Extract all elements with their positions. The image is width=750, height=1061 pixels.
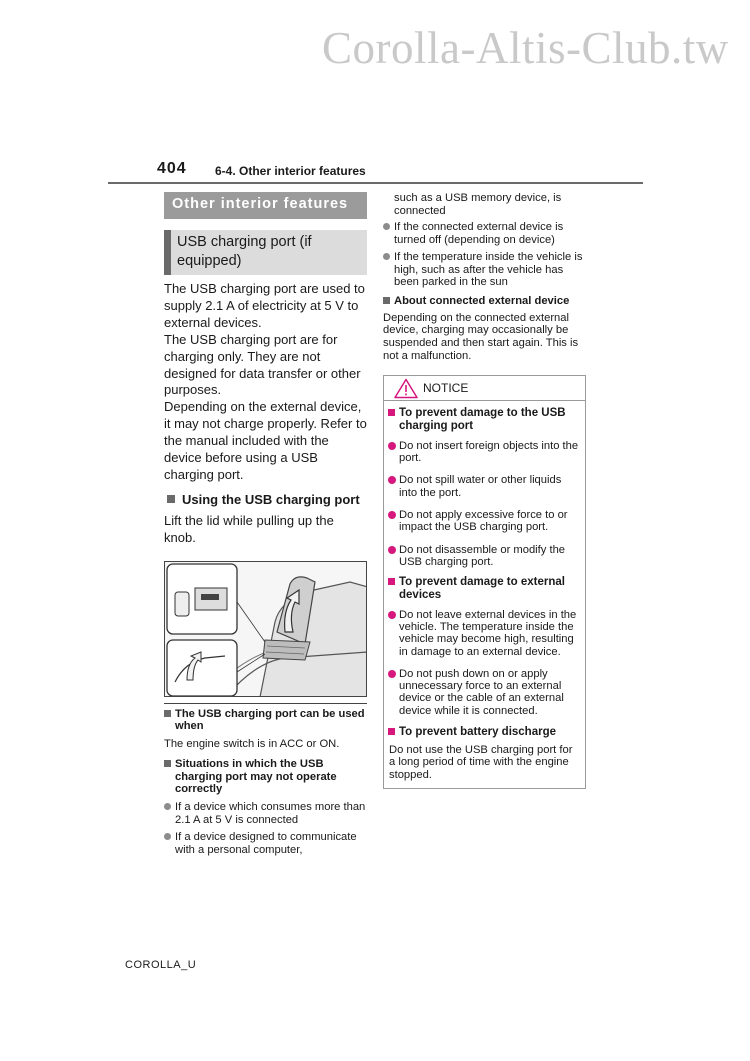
about-heading-label: About connected external device <box>394 294 570 307</box>
situation-bullet: If a device which consumes more than 2.1 A at 5 V is connected <box>164 801 367 826</box>
circle-bullet-icon <box>164 833 171 840</box>
square-bullet-icon <box>388 578 395 585</box>
square-bullet-icon <box>164 760 171 767</box>
circle-bullet-icon <box>388 442 396 450</box>
notice-box <box>383 375 586 788</box>
using-heading <box>164 491 367 508</box>
square-bullet-icon <box>388 409 395 416</box>
square-bullet-icon <box>383 297 390 304</box>
situations-heading-label: Situations in which the USB charging port may not operate correctly <box>175 757 337 796</box>
about-heading <box>383 295 586 308</box>
notice-item: Do not insert foreign objects into the port. <box>388 440 581 465</box>
footer-code: COROLLA_U <box>125 959 197 971</box>
circle-bullet-icon <box>388 611 396 619</box>
header-rule <box>108 182 643 184</box>
section-title: 6-4. Other interior features <box>215 164 366 178</box>
situation-bullet: If the connected external device is turned off (depending on device) <box>383 221 586 246</box>
continued-text: such as a USB memory device, is connected <box>394 192 562 217</box>
circle-bullet-icon <box>388 670 396 678</box>
warning-triangle-icon <box>394 378 418 399</box>
watermark: Corolla-Altis-Club.tw <box>322 23 729 73</box>
figure-rule <box>164 703 367 704</box>
notice-content <box>384 407 585 781</box>
circle-bullet-icon <box>383 223 390 230</box>
situations-heading <box>164 758 367 796</box>
notice-heading: To prevent battery discharge <box>388 726 581 739</box>
using-text: Lift the lid while pulling up the knob. <box>164 512 334 545</box>
square-bullet-icon <box>388 728 395 735</box>
chapter-tab: Other interior features <box>164 192 367 219</box>
circle-bullet-icon <box>383 253 390 260</box>
intro-text: The USB charging port are used to supply 2.1 A of electricity at 5 V to external devices. The USB charging port are for charging only. They are not designed for data transfer or other purposes. Depending on the external device, it may not charge properly. Refer to the manual included with the device before using a USB charging port. <box>164 281 367 482</box>
situation-bullet: If a device designed to communicate with a personal computer, <box>164 831 367 856</box>
left-column <box>164 192 367 857</box>
when-text: The engine switch is in ACC or ON. <box>164 738 340 751</box>
about-text: Depending on the connected external device, charging may occasionally be suspended and then start again. This is not a malfunction. <box>383 311 579 362</box>
circle-bullet-icon <box>388 546 396 554</box>
notice-item: Do not spill water or other liquids into the port. <box>388 474 581 499</box>
page-number: 404 <box>157 160 187 177</box>
notice-item: Do not disassemble or modify the USB charging port. <box>388 544 581 569</box>
situation-bullet: If the temperature inside the vehicle is high, such as after the vehicle has been parked in the sun <box>383 251 586 289</box>
notice-text: Do not use the USB charging port for a long period of time with the engine stopped. <box>389 743 573 782</box>
notice-header <box>384 376 585 401</box>
usb-port-illustration <box>164 561 367 697</box>
notice-heading: To prevent damage to external devices <box>388 576 581 601</box>
circle-bullet-icon <box>388 476 396 484</box>
notice-item: Do not push down on or apply unnecessary force to an external device or the cable of an external device while it is connected. <box>388 668 581 717</box>
usb-port-illustration-icon <box>165 562 367 697</box>
circle-bullet-icon <box>388 511 396 519</box>
subheading: USB charging port (if equipped) <box>164 230 367 275</box>
notice-item: Do not apply excessive force to or impact the USB charging port. <box>388 509 581 534</box>
notice-heading: To prevent damage to the USB charging port <box>388 407 581 432</box>
using-heading-label: Using the USB charging port <box>182 491 360 507</box>
when-heading-label: The USB charging port can be used when <box>175 707 365 733</box>
square-bullet-icon <box>167 495 175 503</box>
right-column <box>383 192 586 789</box>
square-bullet-icon <box>164 710 171 717</box>
circle-bullet-icon <box>164 803 171 810</box>
notice-label: NOTICE <box>423 381 469 396</box>
notice-item: Do not leave external devices in the vehicle. The temperature inside the vehicle may become high, resulting in damage to an external device. <box>388 609 581 658</box>
when-heading <box>164 708 367 733</box>
